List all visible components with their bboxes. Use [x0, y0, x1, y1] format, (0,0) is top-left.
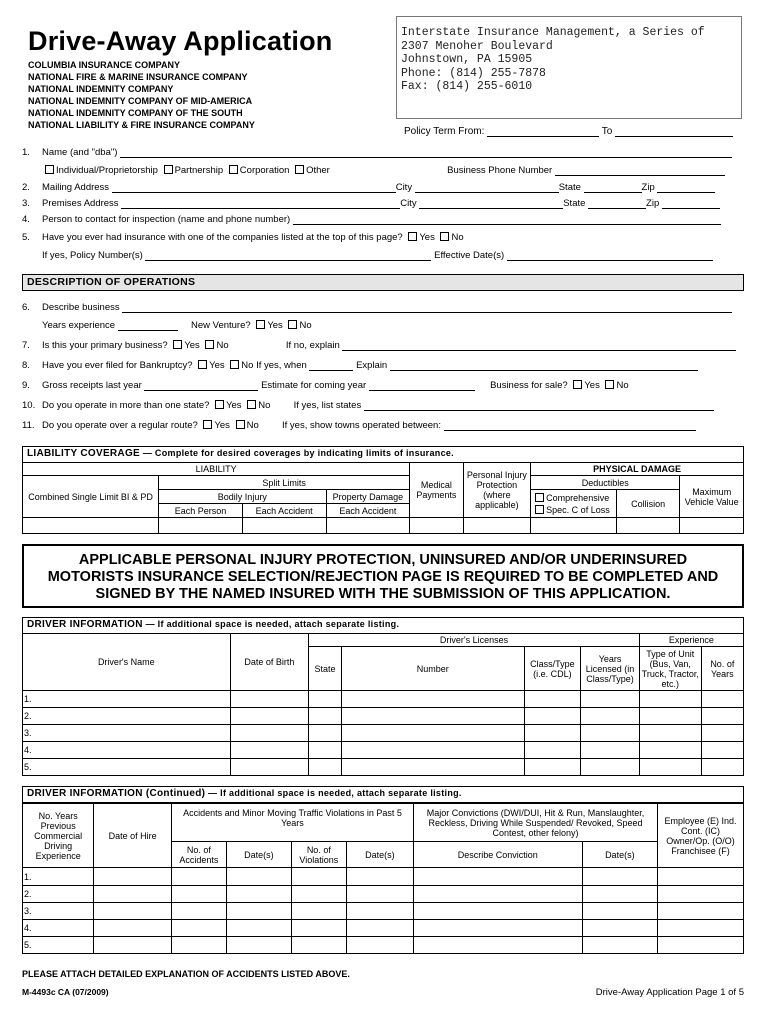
no-label: No — [299, 320, 312, 331]
bankruptcy-explain-field[interactable] — [390, 359, 698, 371]
no-of-years-col: No. of Years — [701, 647, 743, 691]
question-number: 7. — [22, 340, 30, 351]
checkbox[interactable] — [198, 360, 207, 369]
table-cell[interactable] — [524, 708, 581, 725]
no-label: No — [258, 400, 271, 411]
contact-field[interactable] — [293, 213, 721, 225]
checkbox[interactable] — [247, 400, 256, 409]
table-cell[interactable] — [171, 937, 226, 954]
table-cell[interactable] — [680, 518, 744, 534]
drivers-licenses-col: Driver's Licenses — [309, 634, 640, 647]
table-cell[interactable] — [94, 886, 172, 903]
yes-label: Yes — [214, 420, 230, 431]
table-cell[interactable] — [171, 920, 226, 937]
list-states-label: If yes, list states — [293, 400, 362, 411]
deductibles-col: Deductibles — [531, 476, 680, 490]
operations-heading: DESCRIPTION OF OPERATIONS — [22, 274, 744, 291]
describe-label: Describe business — [42, 302, 120, 313]
notice-line: APPLICABLE PERSONAL INJURY PROTECTION, UNINSURED AND/OR UNDERINSURED — [78, 552, 688, 568]
agency-address-box — [396, 16, 742, 119]
question-primary-business — [22, 339, 736, 351]
table-row — [23, 759, 744, 776]
table-cell[interactable] — [531, 518, 617, 534]
checkbox[interactable] — [440, 232, 449, 241]
question-bankruptcy — [22, 359, 698, 371]
city-label: City — [395, 182, 413, 193]
row-number: 3. — [23, 903, 94, 920]
spec-c-of-loss-label: Spec. C of Loss — [546, 504, 610, 515]
table-cell[interactable] — [524, 742, 581, 759]
question-number: 10. — [22, 400, 36, 411]
table-cell[interactable] — [291, 886, 346, 903]
primary-business-label: Is this your primary business? — [42, 340, 168, 351]
no-of-accidents-col: No. of Accidents — [171, 842, 226, 868]
table-cell[interactable] — [701, 742, 743, 759]
contact-label: Person to contact for inspection (name and phone number) — [42, 214, 291, 225]
table-row — [23, 868, 744, 886]
company-name: NATIONAL INDEMNITY COMPANY — [28, 84, 174, 94]
table-cell[interactable] — [94, 920, 172, 937]
zip-label: Zip — [646, 198, 660, 209]
table-row — [23, 920, 744, 937]
yes-label: Yes — [184, 340, 200, 351]
question-number: 9. — [22, 380, 30, 391]
show-towns-field[interactable] — [444, 419, 696, 431]
business-phone-field[interactable] — [555, 164, 725, 176]
class-type-col: Class/Type (i.e. CDL) — [524, 647, 581, 691]
bankruptcy-label: Have you ever filed for Bankruptcy? — [42, 360, 193, 371]
no-label: No — [616, 380, 629, 391]
table-cell[interactable] — [346, 886, 413, 903]
drivers-name-col: Driver's Name — [23, 634, 231, 691]
experience-row — [42, 319, 312, 331]
table-cell[interactable] — [226, 937, 291, 954]
date-of-hire-col: Date of Hire — [94, 804, 172, 868]
table-cell[interactable] — [413, 903, 582, 920]
liability-heading-title: LIABILITY COVERAGE — [27, 448, 141, 459]
no-of-violations-col: No. of Violations — [291, 842, 346, 868]
table-cell[interactable] — [582, 920, 658, 937]
checkbox[interactable] — [215, 400, 224, 409]
checkbox[interactable] — [236, 420, 245, 429]
row-number: 3. — [23, 725, 231, 742]
each-accident-col: Each Accident — [242, 504, 326, 518]
no-label: No — [451, 232, 464, 243]
checkbox[interactable] — [408, 232, 417, 241]
question-describe — [22, 301, 732, 313]
table-cell[interactable] — [159, 518, 243, 534]
page-number: Drive-Away Application Page 1 of 5 — [595, 987, 744, 998]
table-cell[interactable] — [658, 920, 744, 937]
notice-line: MOTORISTS INSURANCE SELECTION/REJECTION PAGE IS REQUIRED TO BE COMPLETED AND — [47, 569, 719, 585]
table-row — [23, 708, 744, 725]
page-title: Drive-Away Application — [28, 26, 333, 56]
table-row — [23, 691, 744, 708]
yes-label: Yes — [584, 380, 600, 391]
checkbox[interactable] — [229, 165, 238, 174]
row-number: 1. — [23, 691, 231, 708]
table-cell[interactable] — [230, 742, 309, 759]
table-cell[interactable] — [639, 759, 701, 776]
question-number: 4. — [22, 214, 30, 225]
checkbox[interactable] — [173, 340, 182, 349]
question-number: 6. — [22, 302, 30, 313]
table-row — [23, 742, 744, 759]
table-row — [23, 725, 744, 742]
question-number: 2. — [22, 182, 30, 193]
table-cell[interactable] — [230, 708, 309, 725]
table-cell[interactable] — [524, 691, 581, 708]
pip-um-notice — [22, 544, 744, 608]
address-line: Phone: (814) 255-7878 — [401, 66, 546, 80]
table-cell[interactable] — [639, 725, 701, 742]
checkbox[interactable] — [288, 320, 297, 329]
attach-note: PLEASE ATTACH DETAILED EXPLANATION OF ACCIDENTS LISTED ABOVE. — [22, 969, 350, 979]
pip-col: Personal Injury Protection (where applicable) — [463, 463, 531, 518]
table-cell[interactable] — [658, 868, 744, 886]
table-cell[interactable] — [581, 742, 640, 759]
table-cell[interactable] — [616, 518, 680, 534]
policy-numbers-row — [42, 249, 713, 261]
medical-payments-col: Medical Payments — [410, 463, 463, 518]
table-cell[interactable] — [582, 937, 658, 954]
question-number: 5. — [22, 232, 30, 243]
accident-dates-col: Date(s) — [226, 842, 291, 868]
show-towns-label: If yes, show towns operated between: — [282, 420, 441, 431]
table-cell[interactable] — [230, 725, 309, 742]
effective-dates-label: Effective Date(s) — [434, 250, 505, 261]
table-cell[interactable] — [346, 868, 413, 886]
policy-term-label: Policy Term From: — [404, 126, 485, 137]
estimate-label: Estimate for coming year — [261, 380, 367, 391]
property-damage-col: Property Damage — [326, 490, 410, 504]
entity-type-label: Partnership — [174, 165, 224, 176]
company-name: COLUMBIA INSURANCE COMPANY — [28, 60, 180, 70]
premises-city-field[interactable] — [419, 197, 563, 209]
state-label: State — [563, 198, 586, 209]
describe-conviction-col: Describe Conviction — [413, 842, 582, 868]
table-cell[interactable] — [701, 759, 743, 776]
no-label: No — [246, 420, 259, 431]
table-cell[interactable] — [326, 518, 410, 534]
entity-type-label: Other — [306, 165, 330, 176]
mailing-state-field[interactable] — [584, 181, 642, 193]
table-cell[interactable] — [701, 725, 743, 742]
checkbox[interactable] — [573, 380, 582, 389]
policy-term — [404, 125, 740, 137]
table-cell[interactable] — [413, 937, 582, 954]
question-gross-receipts — [22, 379, 629, 391]
row-number: 4. — [23, 920, 94, 937]
table-cell[interactable] — [701, 708, 743, 725]
comprehensive-label: Comprehensive — [546, 492, 610, 503]
list-states-field[interactable] — [364, 399, 714, 411]
license-number-col: Number — [341, 647, 524, 691]
years-experience-field[interactable] — [118, 319, 178, 331]
bankruptcy-when-field[interactable] — [309, 359, 353, 371]
table-cell[interactable] — [463, 518, 531, 534]
table-cell[interactable] — [291, 937, 346, 954]
liability-entry-row — [23, 518, 744, 534]
driver-info-note: — If additional space is needed, attach separate listing. — [142, 619, 400, 629]
question-multi-state — [22, 399, 714, 411]
table-cell[interactable] — [658, 937, 744, 954]
liability-col: LIABILITY — [23, 463, 410, 476]
company-name: NATIONAL FIRE & MARINE INSURANCE COMPANY — [28, 72, 248, 82]
table-row — [23, 886, 744, 903]
table-cell[interactable] — [341, 708, 524, 725]
company-name: NATIONAL LIABILITY & FIRE INSURANCE COMPANY — [28, 120, 255, 130]
if-no-explain-label: If no, explain — [285, 340, 340, 351]
table-row — [23, 937, 744, 954]
policy-numbers-label: If yes, Policy Number(s) — [42, 250, 143, 261]
table-cell[interactable] — [341, 759, 524, 776]
regular-route-label: Do you operate over a regular route? — [42, 420, 198, 431]
table-cell[interactable] — [226, 903, 291, 920]
mailing-city-field[interactable] — [415, 181, 559, 193]
table-cell[interactable] — [413, 886, 582, 903]
new-venture-label: New Venture? — [190, 320, 251, 331]
table-cell[interactable] — [226, 886, 291, 903]
table-cell[interactable] — [23, 518, 159, 534]
table-cell[interactable] — [341, 725, 524, 742]
max-vehicle-value-col: Maximum Vehicle Value — [680, 476, 744, 518]
question-number: 1. — [22, 147, 30, 158]
question-contact — [22, 213, 721, 225]
table-cell[interactable] — [171, 903, 226, 920]
estimate-field[interactable] — [369, 379, 475, 391]
liability-heading-note: — Complete for desired coverages by indicating limits of insurance. — [140, 448, 454, 458]
checkbox[interactable] — [230, 360, 239, 369]
table-cell[interactable] — [94, 903, 172, 920]
type-of-unit-col: Type of Unit (Bus, Van, Truck, Tractor, etc.) — [639, 647, 701, 691]
mailing-label: Mailing Address — [42, 182, 110, 193]
comprehensive-options — [531, 490, 617, 518]
address-line: 2307 Menoher Boulevard — [401, 39, 553, 53]
business-phone-label: Business Phone Number — [447, 165, 553, 176]
name-label: Name (and "dba") — [42, 147, 118, 158]
table-cell[interactable] — [346, 903, 413, 920]
physical-damage-col: PHYSICAL DAMAGE — [531, 463, 744, 476]
yes-label: Yes — [267, 320, 283, 331]
question-prior-insurance — [22, 232, 464, 243]
table-cell[interactable] — [582, 868, 658, 886]
name-field[interactable] — [120, 146, 732, 158]
row-number: 5. — [23, 937, 94, 954]
table-cell[interactable] — [413, 920, 582, 937]
policy-from-field[interactable] — [487, 125, 599, 137]
table-cell[interactable] — [581, 759, 640, 776]
checkbox[interactable] — [203, 420, 212, 429]
table-cell[interactable] — [639, 708, 701, 725]
table-cell[interactable] — [581, 725, 640, 742]
combined-single-col: Combined Single Limit BI & PD — [23, 476, 159, 518]
gross-receipts-field[interactable] — [144, 379, 258, 391]
zip-label: Zip — [641, 182, 655, 193]
policy-to-field[interactable] — [615, 125, 733, 137]
mailing-address-field[interactable] — [112, 181, 396, 193]
table-cell[interactable] — [171, 868, 226, 886]
notice-line: SIGNED BY THE NAMED INSURED WITH THE SUBMISSION OF THIS APPLICATION. — [95, 586, 671, 602]
table-cell[interactable] — [413, 868, 582, 886]
table-cell[interactable] — [341, 742, 524, 759]
table-cell[interactable] — [524, 759, 581, 776]
company-name: NATIONAL INDEMNITY COMPANY OF MID-AMERICA — [28, 96, 253, 106]
table-cell[interactable] — [524, 725, 581, 742]
driver-info-continued-title: DRIVER INFORMATION (Continued) — [27, 788, 206, 799]
table-cell[interactable] — [309, 708, 342, 725]
each-person-col: Each Person — [159, 504, 243, 518]
entity-type-row — [42, 164, 725, 176]
yes-label: Yes — [209, 360, 225, 371]
driver-info-heading — [22, 617, 744, 634]
checkbox[interactable] — [295, 165, 304, 174]
state-col: State — [309, 647, 342, 691]
table-cell[interactable] — [582, 903, 658, 920]
table-cell[interactable] — [701, 691, 743, 708]
table-cell[interactable] — [658, 903, 744, 920]
question-premises — [22, 197, 720, 209]
form-id: M-4493c CA (07/2009) — [22, 987, 109, 997]
table-cell[interactable] — [309, 742, 342, 759]
table-cell[interactable] — [291, 903, 346, 920]
table-cell[interactable] — [226, 920, 291, 937]
describe-field[interactable] — [122, 301, 732, 313]
no-years-previous-col: No. Years Previous Commercial Driving Experience — [23, 804, 94, 868]
table-cell[interactable] — [639, 691, 701, 708]
checkbox[interactable] — [535, 493, 544, 502]
policy-numbers-field[interactable] — [145, 249, 431, 261]
accidents-violations-col: Accidents and Minor Moving Traffic Violations in Past 5 Years — [171, 804, 413, 842]
question-mailing — [22, 181, 715, 193]
yes-label: Yes — [419, 232, 435, 243]
no-label: No — [216, 340, 229, 351]
table-cell[interactable] — [94, 937, 172, 954]
checkbox[interactable] — [45, 165, 54, 174]
years-experience-label: Years experience — [42, 320, 116, 331]
table-cell[interactable] — [639, 742, 701, 759]
driver-info-title: DRIVER INFORMATION — [27, 619, 143, 630]
split-limits-col: Split Limits — [159, 476, 410, 490]
company-name: NATIONAL INDEMNITY COMPANY OF THE SOUTH — [28, 108, 243, 118]
table-cell[interactable] — [291, 868, 346, 886]
table-cell[interactable] — [171, 886, 226, 903]
table-cell[interactable] — [309, 759, 342, 776]
driver-info-table — [22, 633, 744, 776]
checkbox[interactable] — [535, 505, 544, 514]
table-cell[interactable] — [309, 691, 342, 708]
major-convictions-col: Major Convictions (DWI/DUI, Hit & Run, Manslaughter, Reckless, Driving While Suspended/ Revoked, Speed Contest, other felony) — [413, 804, 657, 842]
policy-to-label: To — [601, 126, 613, 137]
checkbox[interactable] — [205, 340, 214, 349]
years-licensed-col: Years Licensed (in Class/Type) — [581, 647, 640, 691]
checkbox[interactable] — [164, 165, 173, 174]
liability-table — [22, 462, 744, 534]
bodily-injury-col: Bodily Injury — [159, 490, 326, 504]
address-line: Johnstown, PA 15905 — [401, 53, 533, 67]
liability-heading — [22, 446, 744, 463]
table-cell[interactable] — [226, 868, 291, 886]
table-cell[interactable] — [582, 886, 658, 903]
no-label: No — [241, 360, 254, 371]
table-cell[interactable] — [242, 518, 326, 534]
table-cell[interactable] — [230, 691, 309, 708]
checkbox[interactable] — [256, 320, 265, 329]
multi-state-label: Do you operate in more than one state? — [42, 400, 210, 411]
premises-label: Premises Address — [42, 198, 119, 209]
table-cell[interactable] — [291, 920, 346, 937]
table-cell[interactable] — [658, 886, 744, 903]
yes-label: Yes — [226, 400, 242, 411]
dob-col: Date of Birth — [230, 634, 309, 691]
premises-address-field[interactable] — [121, 197, 400, 209]
table-cell[interactable] — [346, 937, 413, 954]
business-for-sale-label: Business for sale? — [490, 380, 568, 391]
table-cell[interactable] — [94, 868, 172, 886]
collision-col: Collision — [616, 490, 680, 518]
address-line: Interstate Insurance Management, a Series of — [401, 26, 705, 39]
address-line: Fax: (814) 255-6010 — [401, 80, 533, 94]
table-cell[interactable] — [230, 759, 309, 776]
row-number: 5. — [23, 759, 231, 776]
driver-info-continued-note: — If additional space is needed, attach separate listing. — [205, 788, 462, 798]
prior-insurance-label: Have you ever had insurance with one of the companies listed at the top of this page? — [42, 232, 403, 243]
row-number: 2. — [23, 708, 231, 725]
question-number: 3. — [22, 198, 30, 209]
table-row — [23, 903, 744, 920]
question-number: 11. — [22, 420, 35, 431]
driver-info-continued-heading — [22, 786, 744, 803]
row-number: 1. — [23, 868, 94, 886]
state-label: State — [558, 182, 581, 193]
question-regular-route — [22, 419, 696, 431]
effective-dates-field[interactable] — [507, 249, 713, 261]
if-yes-when-label: If yes, when — [256, 360, 307, 371]
table-cell[interactable] — [346, 920, 413, 937]
company-list — [28, 59, 255, 131]
question-name — [22, 146, 732, 158]
each-accident-pd-col: Each Accident — [326, 504, 410, 518]
table-cell[interactable] — [309, 725, 342, 742]
employee-type-col: Employee (E) Ind. Cont. (IC) Owner/Op. (O/O) Franchisee (F) — [658, 804, 744, 868]
question-number: 8. — [22, 360, 30, 371]
row-number: 4. — [23, 742, 231, 759]
table-cell[interactable] — [581, 691, 640, 708]
mailing-zip-field[interactable] — [657, 181, 715, 193]
violation-dates-col: Date(s) — [346, 842, 413, 868]
entity-type-label: Corporation — [239, 165, 290, 176]
experience-col: Experience — [639, 634, 743, 647]
row-number: 2. — [23, 886, 94, 903]
table-cell[interactable] — [581, 708, 640, 725]
checkbox[interactable] — [605, 380, 614, 389]
premises-state-field[interactable] — [588, 197, 646, 209]
premises-zip-field[interactable] — [662, 197, 720, 209]
gross-receipts-label: Gross receipts last year — [42, 380, 142, 391]
table-cell[interactable] — [341, 691, 524, 708]
table-cell[interactable] — [410, 518, 463, 534]
driver-info-continued-table — [22, 803, 744, 954]
city-label: City — [400, 198, 417, 209]
entity-type-label: Individual/Proprietorship — [56, 165, 158, 176]
explain-label: Explain — [356, 360, 388, 371]
conviction-dates-col: Date(s) — [582, 842, 658, 868]
primary-business-explain-field[interactable] — [342, 339, 736, 351]
